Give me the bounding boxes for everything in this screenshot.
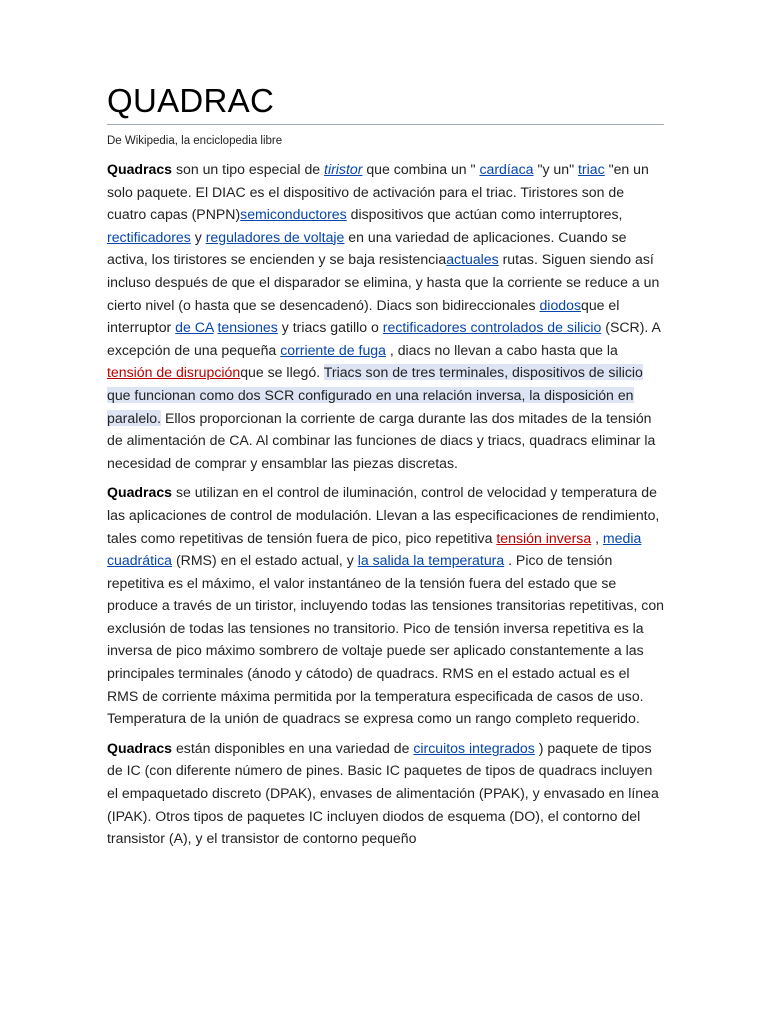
- link-cardiaca[interactable]: cardíaca: [479, 161, 534, 177]
- text-segment: dispositivos que actúan como interruptores,: [346, 206, 623, 223]
- text-segment: son un tipo especial de: [172, 161, 325, 177]
- page-subtitle: De Wikipedia, la enciclopedia libre: [107, 135, 283, 147]
- term-bold: Quadracs: [107, 161, 173, 177]
- term-bold: Quadracs: [107, 739, 173, 756]
- link-tension-de-disrupcion[interactable]: tensión de disrupción: [107, 364, 241, 381]
- link-circuitos-integrados[interactable]: circuitos integrados: [413, 739, 535, 756]
- page-title: QUADRAC: [107, 80, 664, 125]
- link-de-ca[interactable]: de CA: [175, 319, 214, 336]
- link-tiristor[interactable]: tiristor: [324, 161, 363, 177]
- text-segment: rutas. Siguen siendo así incluso después de que el disparador se elimina, y hasta que la corriente se reduce a un cierto nivel (o hasta que se desencadenó). Diacs son bidireccionales: [107, 251, 660, 313]
- highlighted-text: Triacs son de tres terminales, dispositivos de silicio que funcionan como dos SCR configurado en una relación inversa, la disposición en paralelo.: [107, 364, 643, 426]
- link-triac[interactable]: triac: [578, 161, 605, 177]
- link-actuales[interactable]: actuales: [446, 251, 499, 268]
- text-segment: están disponibles en una variedad de: [172, 739, 414, 756]
- text-segment: . Pico de tensión repetitiva es el máximo, el valor instantáneo de la tensión fuera del estado que se produce a través de un tiristor, incluyendo todas las tensiones transitorias repetitivas, con exclusión de todas las tensiones no transitorio. Pico de tensión inversa repetitiva es la inversa de pico máximo sombrero de voltaje puede ser aplicado constantemente a las principales terminales (ánodo y cátodo) de quadracs. RMS en el estado actual es el RMS de corriente máxima permitida por la temperatura especificada de casos de uso. Temperatura de la unión de quadracs se expresa como un rango completo requerido.: [107, 552, 665, 727]
- term-bold: Quadracs: [107, 484, 173, 501]
- link-semiconductores[interactable]: semiconductores: [240, 206, 347, 223]
- paragraph-2: [107, 481, 664, 730]
- link-tension-inversa[interactable]: tensión inversa: [496, 529, 592, 546]
- text-segment: en una variedad de aplicaciones. Cuando se activa, los tiristores se encienden y se baja resistencia: [107, 228, 627, 268]
- link-media-cuadratica[interactable]: media cuadrática: [107, 529, 642, 569]
- text-segment: , diacs no llevan a cabo hasta que la: [385, 341, 618, 358]
- text-segment: (SCR). A excepción de una pequeña: [107, 319, 661, 358]
- link-tensiones[interactable]: tensiones: [217, 319, 278, 336]
- text-segment: "en un solo paquete. El DIAC es el dispositivo de activación para el triac. Tiristores son de cuatro capas (PNPN): [107, 161, 649, 223]
- text-segment: (RMS) en el estado actual, y: [172, 552, 358, 569]
- text-segment: ,: [591, 529, 603, 546]
- text-segment: Ellos proporcionan la corriente de carga durante las dos mitades de la tensión de alimentación de CA. Al combinar las funciones de diacs y triacs, quadracs eliminar la necesidad de comprar y ensamblar las piezas discretas.: [107, 409, 656, 471]
- text-segment: que combina un ": [362, 161, 480, 177]
- link-rectificadores[interactable]: rectificadores: [107, 228, 191, 245]
- link-diodos[interactable]: diodos: [539, 296, 581, 313]
- text-segment: ) paquete de tipos de IC (con diferente número de pines. Basic IC paquetes de tipos de quadracs incluyen el empaquetado discreto (DPAK), envases de alimentación (PPAK), y envasado en línea (IPAK). Otros tipos de paquetes IC incluyen diodos de esquema (DO), el contorno del transistor (A), y el transistor de contorno pequeño: [107, 739, 659, 847]
- text-segment: que el interruptor: [107, 296, 620, 336]
- article: [107, 80, 664, 857]
- link-la-salida-la-temperatura[interactable]: la salida la temperatura: [357, 552, 505, 569]
- text-segment: que se llegó.: [240, 364, 324, 381]
- link-corriente-de-fuga[interactable]: corriente de fuga: [280, 341, 386, 358]
- link-reguladores-de-voltaje[interactable]: reguladores de voltaje: [205, 228, 345, 245]
- paragraph-3: [107, 737, 664, 850]
- text-segment: y triacs gatillo o: [277, 319, 383, 336]
- text-segment: se utilizan en el control de iluminación, control de velocidad y temperatura de las aplicaciones de control de modulación. Llevan a las especificaciones de rendimiento, tales como repetitivas de tensión fuera de pico, pico repetitiva: [107, 484, 660, 546]
- text-segment: "y un": [533, 161, 579, 177]
- link-rectificadores-controlados-de-silicio[interactable]: rectificadores controlados de silicio: [382, 319, 602, 336]
- paragraph-1: [107, 158, 664, 474]
- text-segment: y: [190, 228, 206, 245]
